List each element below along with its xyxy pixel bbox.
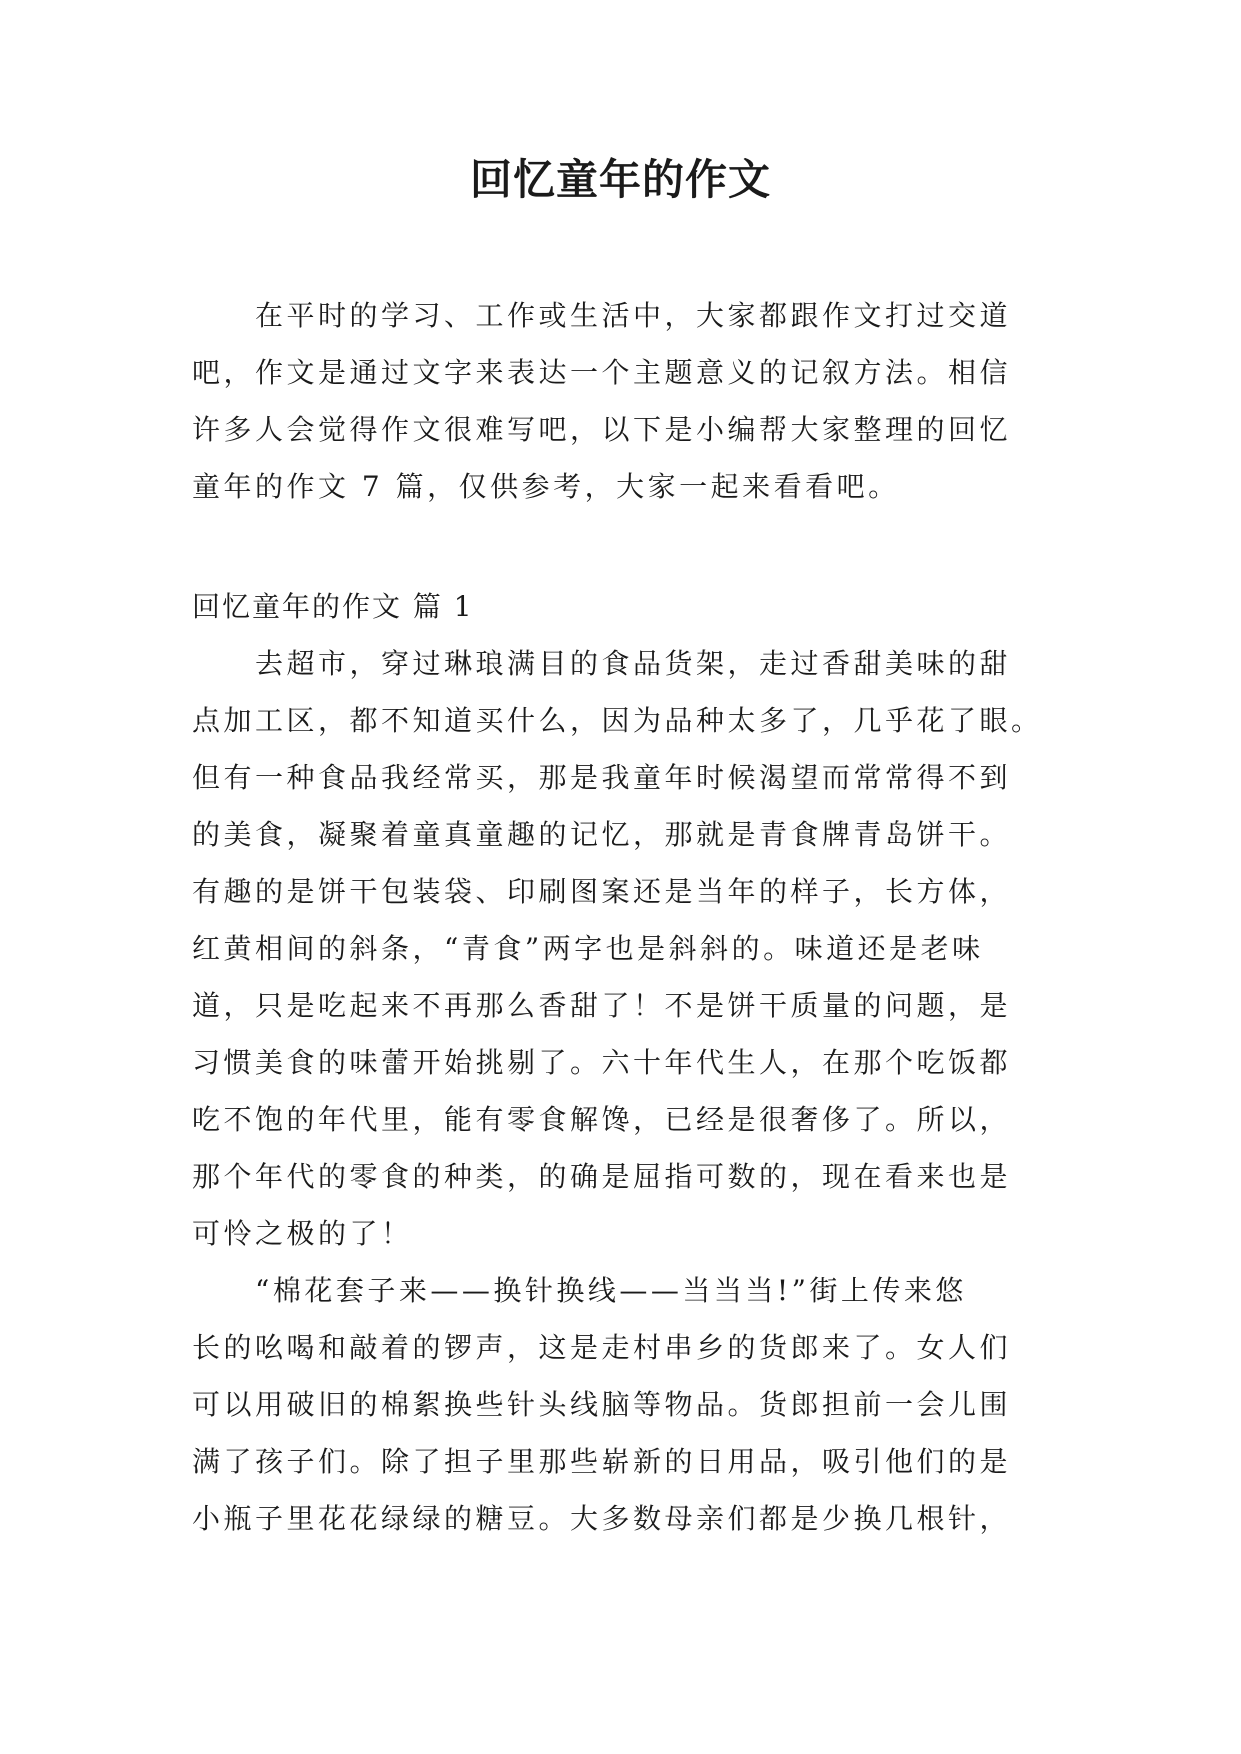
body-line: “棉花套子来——换针换线——当当当!”街上传来悠 <box>192 1274 967 1307</box>
body-line: 长的吆喝和敲着的锣声，这是走村串乡的货郎来了。女人们 <box>192 1331 1012 1364</box>
body-line: 习惯美食的味蕾开始挑剔了。六十年代生人，在那个吃饭都 <box>192 1046 1012 1079</box>
intro-line: 许多人会觉得作文很难写吧，以下是小编帮大家整理的回忆 <box>192 413 1012 446</box>
intro-line: 童年的作文 7 篇，仅供参考，大家一起来看看吧。 <box>192 470 900 503</box>
body-line: 小瓶子里花花绿绿的糖豆。大多数母亲们都是少换几根针， <box>192 1502 1012 1535</box>
section-heading: 回忆童年的作文 篇 1 <box>192 590 474 623</box>
body-line: 点加工区，都不知道买什么，因为品种太多了，几乎花了眼。 <box>192 704 1043 737</box>
document-title: 回忆童年的作文 <box>469 155 771 204</box>
body-line: 道，只是吃起来不再那么香甜了！不是饼干质量的问题，是 <box>192 989 1012 1022</box>
intro-line: 在平时的学习、工作或生活中，大家都跟作文打过交道 <box>192 299 1012 332</box>
body-line: 可以用破旧的棉絮换些针头线脑等物品。货郎担前一会儿围 <box>192 1388 1012 1421</box>
intro-line: 吧，作文是通过文字来表达一个主题意义的记叙方法。相信 <box>192 356 1012 389</box>
body-line: 有趣的是饼干包装袋、印刷图案还是当年的样子，长方体， <box>192 875 1012 908</box>
body-line: 满了孩子们。除了担子里那些崭新的日用品，吸引他们的是 <box>192 1445 1012 1478</box>
body-line: 吃不饱的年代里，能有零食解馋，已经是很奢侈了。所以， <box>192 1103 1012 1136</box>
body-line: 可怜之极的了！ <box>192 1217 413 1250</box>
intro-paragraph <box>192 287 1062 515</box>
body-line: 那个年代的零食的种类，的确是屈指可数的，现在看来也是 <box>192 1160 1012 1193</box>
body-line: 但有一种食品我经常买，那是我童年时候渴望而常常得不到 <box>192 761 1012 794</box>
body-line: 红黄相间的斜条，“青食”两字也是斜斜的。味道还是老味 <box>192 932 984 965</box>
body-line: 去超市，穿过琳琅满目的食品货架，走过香甜美味的甜 <box>192 647 1012 680</box>
essay-section-1 <box>192 578 1062 1547</box>
body-line: 的美食，凝聚着童真童趣的记忆，那就是青食牌青岛饼干。 <box>192 818 1012 851</box>
